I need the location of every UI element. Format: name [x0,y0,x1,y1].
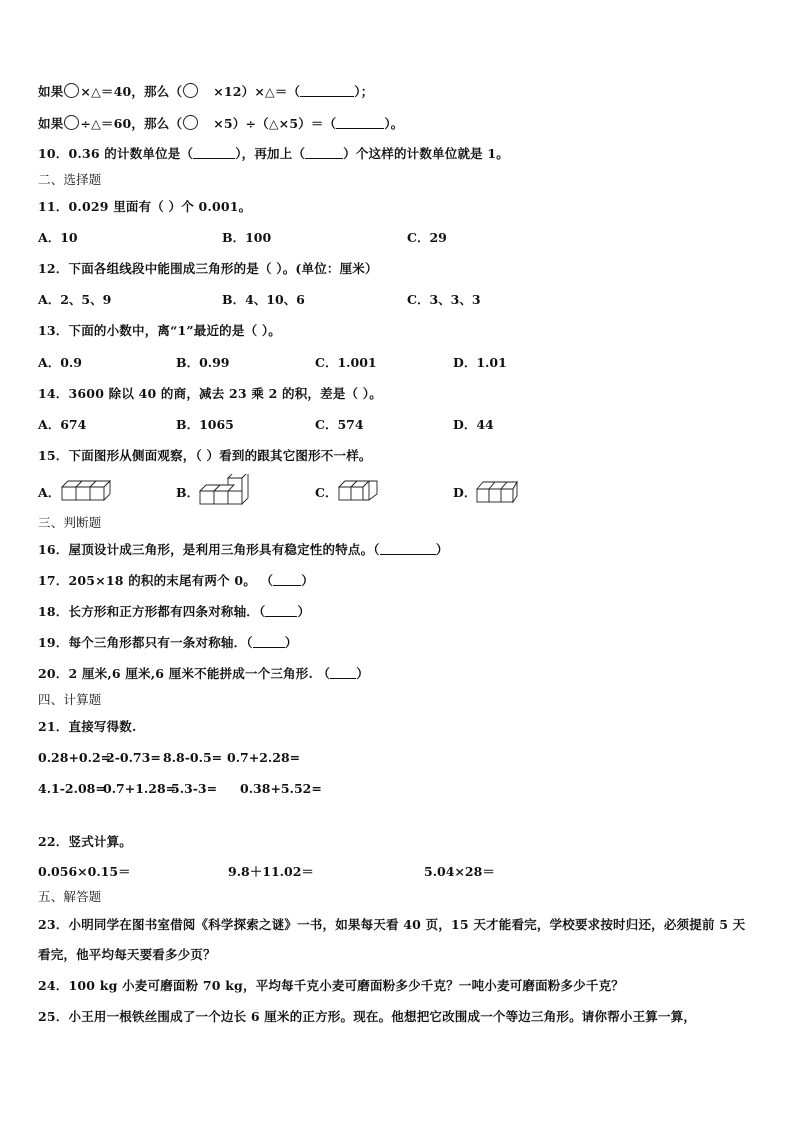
question-19 [38,635,297,651]
question-22: 22．竖式计算。 [38,834,132,849]
calc-item: 0.7+2.28= [227,750,301,765]
question-17 [38,573,314,589]
calc-item: 2-0.73= [106,750,161,765]
text: 如果 [38,116,64,131]
option-d[interactable]: D． [453,485,477,500]
option-c[interactable]: C．3、3、3 [407,292,481,307]
text: ÷△＝60，那么（ [80,116,183,131]
option-c[interactable]: C． [315,485,338,500]
option-c[interactable]: C．1.001 [315,355,377,370]
answer-blank[interactable] [330,666,356,679]
question-10 [38,146,509,162]
answer-blank[interactable] [305,146,343,159]
answer-blank[interactable] [265,604,297,617]
calc-item: 0.056×0.15＝ [38,864,131,879]
question-21: 21．直接写得数. [38,719,137,734]
option-a[interactable]: A．2、5、9 [38,292,112,307]
option-d[interactable]: D．44 [453,417,494,432]
question-16 [38,542,448,558]
text: ） [356,666,369,681]
text: 10．0.36 的计数单位是（ [38,146,194,161]
text: ） [301,573,314,588]
calc-item: 0.7+1.28= [103,781,177,796]
answer-blank[interactable] [336,116,384,129]
text: ） [435,542,449,557]
calc-item: 0.38+5.52= [240,781,322,796]
calc-item: 5.3-3= [171,781,218,796]
option-b[interactable]: B．100 [222,230,272,245]
question-9a [38,83,373,100]
text: ）个这样的计数单位就是 1。 [343,146,510,161]
answer-blank[interactable] [253,635,285,648]
question-20 [38,666,369,682]
text: ） [284,635,298,650]
question-14: 14．3600 除以 40 的商，减去 23 乘 2 的积，差是（ ）。 [38,386,382,401]
circle-icon [183,115,198,130]
answer-blank[interactable] [300,84,354,97]
calc-item: 9.8＋11.02＝ [228,864,314,879]
text: ），再加上（ [235,146,306,161]
answer-blank[interactable] [273,573,301,586]
text: 如果 [38,84,64,99]
question-13: 13．下面的小数中，离“1”最近的是（ ）。 [38,323,281,338]
text: 20．2 厘米,6 厘米,6 厘米不能拼成一个三角形. （ [38,666,331,681]
question-24: 24．100 kg 小麦可磨面粉 70 kg，平均每千克小麦可磨面粉多少千克？一吨小麦可磨面粉多少千克？ [38,978,624,993]
calc-item: 5.04×28＝ [424,864,495,879]
circle-icon [64,83,79,98]
text: ）。 [384,116,404,131]
option-a[interactable]: A． [38,485,61,500]
text: ） [297,604,311,619]
option-c[interactable]: C．574 [315,417,364,432]
option-a[interactable]: A．10 [38,230,78,245]
answer-blank[interactable] [193,146,235,159]
option-d[interactable]: D．1.01 [453,355,507,370]
circle-icon [64,115,79,130]
cube-figure-a [60,478,112,502]
option-b[interactable]: B．1065 [176,417,234,432]
section-heading-calc: 四、计算题 [38,692,102,707]
question-9b [38,115,404,132]
text: ）； [354,84,374,99]
calc-item: 4.1-2.08= [38,781,106,796]
calc-item: 0.28+0.2= [38,750,112,765]
cube-figure-c [337,478,381,502]
section-heading-solve: 五、解答题 [38,889,102,904]
cube-figure-d [475,478,519,504]
question-11: 11．0.029 里面有（ ）个 0.001。 [38,199,252,214]
text: ×12）×△＝（ [213,84,301,99]
question-12: 12．下面各组线段中能围成三角形的是（ ）。(单位：厘米） [38,261,378,276]
calc-item: 8.8-0.5= [163,750,223,765]
text: ×5）÷（△×5）＝（ [213,116,337,131]
question-23: 23．小明同学在图书室借阅《科学探索之谜》一书，如果每天看 40 页，15 天才能看完，学校要求按时归还，必须提前 5 天看完，他平均每天要看多少页？ [38,917,746,962]
cube-figure-b [198,474,250,506]
option-b[interactable]: B． [176,485,200,500]
option-c[interactable]: C．29 [407,230,447,245]
text: 18．长方形和正方形都有四条对称轴．（ [38,604,266,619]
section-heading-judge: 三、判断题 [38,515,102,530]
text: 16．屋顶设计成三角形，是利用三角形具有稳定性的特点。（ [38,542,380,557]
option-a[interactable]: A．0.9 [38,355,82,370]
text: 19．每个三角形都只有一条对称轴．（ [38,635,253,650]
question-18 [38,604,310,620]
option-b[interactable]: B．4、10、6 [222,292,305,307]
text: ×△＝40，那么（ [80,84,183,99]
question-15: 15．下面图形从侧面观察，（ ）看到的跟其它图形不一样。 [38,448,372,463]
section-heading-choice: 二、选择题 [38,172,102,187]
text: 17．205×18 的积的末尾有两个 0。 （ [38,573,274,588]
question-25: 25．小王用一根铁丝围成了一个边长 6 厘米的正方形。现在。他想把它改围成一个等边三角形。请你帮小王算一算， [38,1009,697,1024]
option-b[interactable]: B．0.99 [176,355,230,370]
option-a[interactable]: A．674 [38,417,87,432]
circle-icon [183,83,198,98]
answer-blank[interactable] [380,542,436,555]
